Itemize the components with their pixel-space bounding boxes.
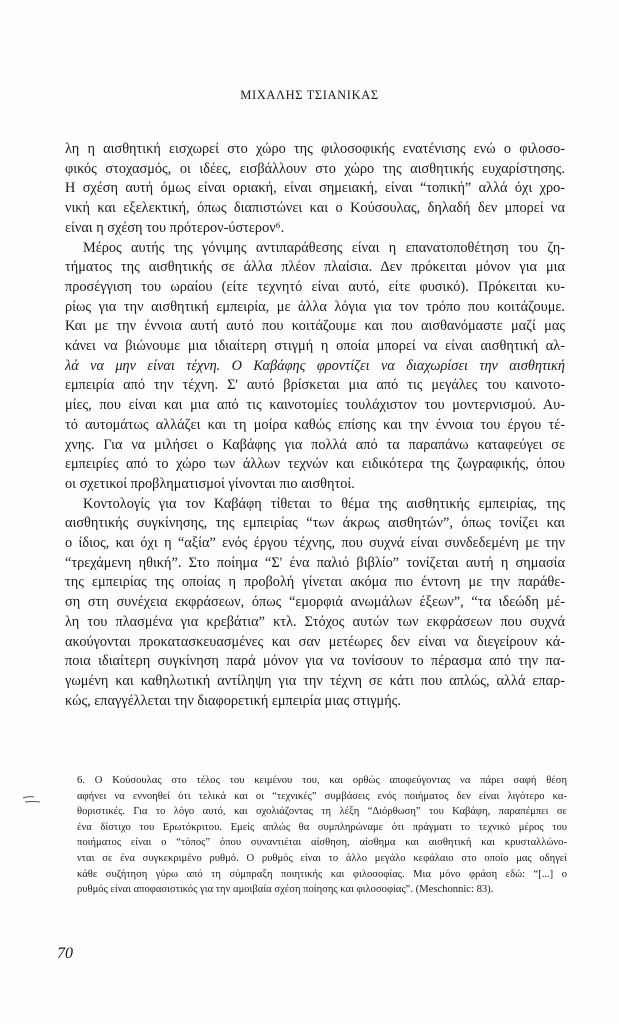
body-line: εμπειρίες από το χώρο των άλλων τεχνών και ειδικότερα της ζωγραφικής, όπου xyxy=(65,456,565,473)
body-line: ποια ιδιαίτερη συγκίνηση παρά μόνον για να τονίσουν το πέρασμα από την πα- xyxy=(65,653,565,670)
body-line: είναι η σχέση του πρότερον-ύστερον⁶. xyxy=(65,219,285,236)
body-line: τό αυτομάτως αλλάζει και τη μοίρα καθώς επίσης και την έννοια του έργου τέ- xyxy=(65,416,565,433)
body-line: της εμπειρίας της οποίας η προβολή γίνεται ακόμα πιο έντονη με την παράθε- xyxy=(65,574,565,591)
footnote-line: νται σε ένα συγκεκριμένο ρυθμό. Ο ρυθμός είναι το άλλο μεγάλο κεφάλαιο στο οποίο μας οδηγεί xyxy=(77,852,567,864)
footnote-line: αφήνει να εννοηθεί ότι τελικά και οι “τεχνικές” συμβάσεις ενός ποιήματος δεν είναι λιγότερο κα- xyxy=(77,790,567,802)
body-line: οι σχετικοί προβληματισμοί γίνονται πιο αισθητοί. xyxy=(65,475,355,492)
body-line: γωμένη και καθηλωτική αντίληψη για την τέχνη σε κάτι που απλώς, αλλά επαρ- xyxy=(65,672,565,689)
body-line: λη η αισθητική εισχωρεί στο χώρο της φιλοσοφικής ενατένισης ενώ ο φιλοσο- xyxy=(65,141,565,157)
page-number: 70 xyxy=(57,945,73,962)
footnote-line: ποιήματος είναι ο “τόπος” όπου συναντιέται αίσθηση, αίσθημα και αισθητική και κρυσταλλώνο- xyxy=(77,837,567,849)
footnote-line: κάθε συζήτηση γύρω από τη σύμπραξη ποιητικής και φιλοσοφίας. Μια μόνο φράση εδώ: “[...] ο xyxy=(77,868,567,880)
body-line: φικός στοχασμός, οι ιδέες, εισβάλλουν στο χώρο της αισθητικής ευχαρίστησης. xyxy=(65,160,565,177)
body-line: “τρεχάμενη ηθική”. Στο ποίημα “Σ' ένα παλιό βιβλίο” τονίζεται αυτή η σημασία xyxy=(65,554,565,571)
body-line: λά να μην είναι τέχνη. Ο Καβάφης φροντίζει να διαχωρίσει την αισθητική xyxy=(65,357,565,374)
footnote-line: 6. Ο Κούσουλας στο τέλος του κειμένου του, και ορθώς αποφεύγοντας να πάρει σαφή θέση xyxy=(77,775,567,786)
body-line: χνης. Για να μιλήσει ο Καβάφης για πολλά από τα παραπάνω καταφεύγει σε xyxy=(65,436,565,453)
body-line: Κοντολογίς για τον Καβάφη τίθεται το θέμα της αισθητικής εμπειρίας, της xyxy=(83,495,565,512)
body-line: ο ίδιος, και όχι η “αξία” ενός έργου τέχνης, που συχνά είναι συνδεδεμένη με την xyxy=(65,535,565,552)
body-line: Και με την έννοια αυτή αυτό που κοιτάζουμε και που αισθανόμαστε μαζί μας xyxy=(65,318,565,335)
footnote-line: ένα δίστιχο του Ερωτόκριτου. Εμείς απλώς θα συμπληρώναμε ότι πράγματι το τεχνικό μέρος του xyxy=(77,821,567,833)
body-line: ακούγονται προκατασκευασμένες και σαν μετέωρες δεν είναι να διεγείρουν κά- xyxy=(65,633,565,650)
body-line: ρίως για την αισθητική εμπειρία, με άλλα λόγια για τον τρόπο που κοιτάζουμε. xyxy=(65,298,565,315)
margin-pencil-mark xyxy=(22,794,42,804)
body-line: προσέγγιση του ωραίου (είτε τεχνητό είναι αυτό, είτε φυσικό). Πρόκειται κυ- xyxy=(65,278,565,295)
footnote-line: ρυθμός είναι αποφασιστικός για την αμοιβαία σχέση ποίησης και φιλοσοφίας”. (Meschonnic: 83). xyxy=(77,884,494,896)
main-text xyxy=(57,140,565,711)
body-line: νική και εξελεκτική, όπως διαπιστώνει και ο Κούσουλας, δηλαδή δεν μπορεί να xyxy=(65,200,565,217)
body-line: λη του πλασμένα για κρεβάτια” κτλ. Στόχος αυτών των εκφράσεων που συχνά xyxy=(65,613,565,630)
body-line: μίες, που είναι και μια από τις καινοτομίες τουλάχιστον του μοντερνισμού. Αυ- xyxy=(65,397,565,414)
footnotes xyxy=(57,773,567,898)
body-line: κάνει να βιώνουμε μια ιδιαίτερη στιγμή η οποία μπορεί να είναι αισθητική αλ- xyxy=(65,338,565,355)
body-line: εμπειρία από την τέχνη. Σ' αυτό βρίσκεται μια από τις μεγάλες του καινοτο- xyxy=(65,377,565,394)
running-header: ΜΙΧΑΛΗΣ ΤΣΙΑΝΙΚΑΣ xyxy=(240,88,379,102)
footnote-line: θοριστικές. Για το λόγο αυτό, και σχολιάζοντας τη λέξη “Διόρθωση” του Καβάφη, παραπέμπει σε xyxy=(77,806,567,818)
body-line: κώς, επαγγέλλεται την διαφορετική εμπειρία μιας στιγμής. xyxy=(65,692,401,709)
body-line: ση στη συνέχεια εκφράσεων, όπως “εμορφιά ανωμάλων έξεων”, “τα ιδεώδη μέ- xyxy=(65,594,565,611)
body-line: Μέρος αυτής της γόνιμης αντιπαράθεσης είναι η επανατοποθέτηση του ζη- xyxy=(83,239,565,256)
body-line: αισθητικής συγκίνησης, της εμπειρίας “των άκρως αισθητών”, όπως τονίζει και xyxy=(65,515,565,532)
body-line: τήματος της αισθητικής σε άλλα πλέον πλαίσια. Δεν πρόκειται μόνον για μια xyxy=(65,259,565,276)
body-line: Η σχέση αυτή όμως είναι οριακή, είναι σημειακή, είναι “τοπική” αλλά όχι χρο- xyxy=(65,180,565,197)
